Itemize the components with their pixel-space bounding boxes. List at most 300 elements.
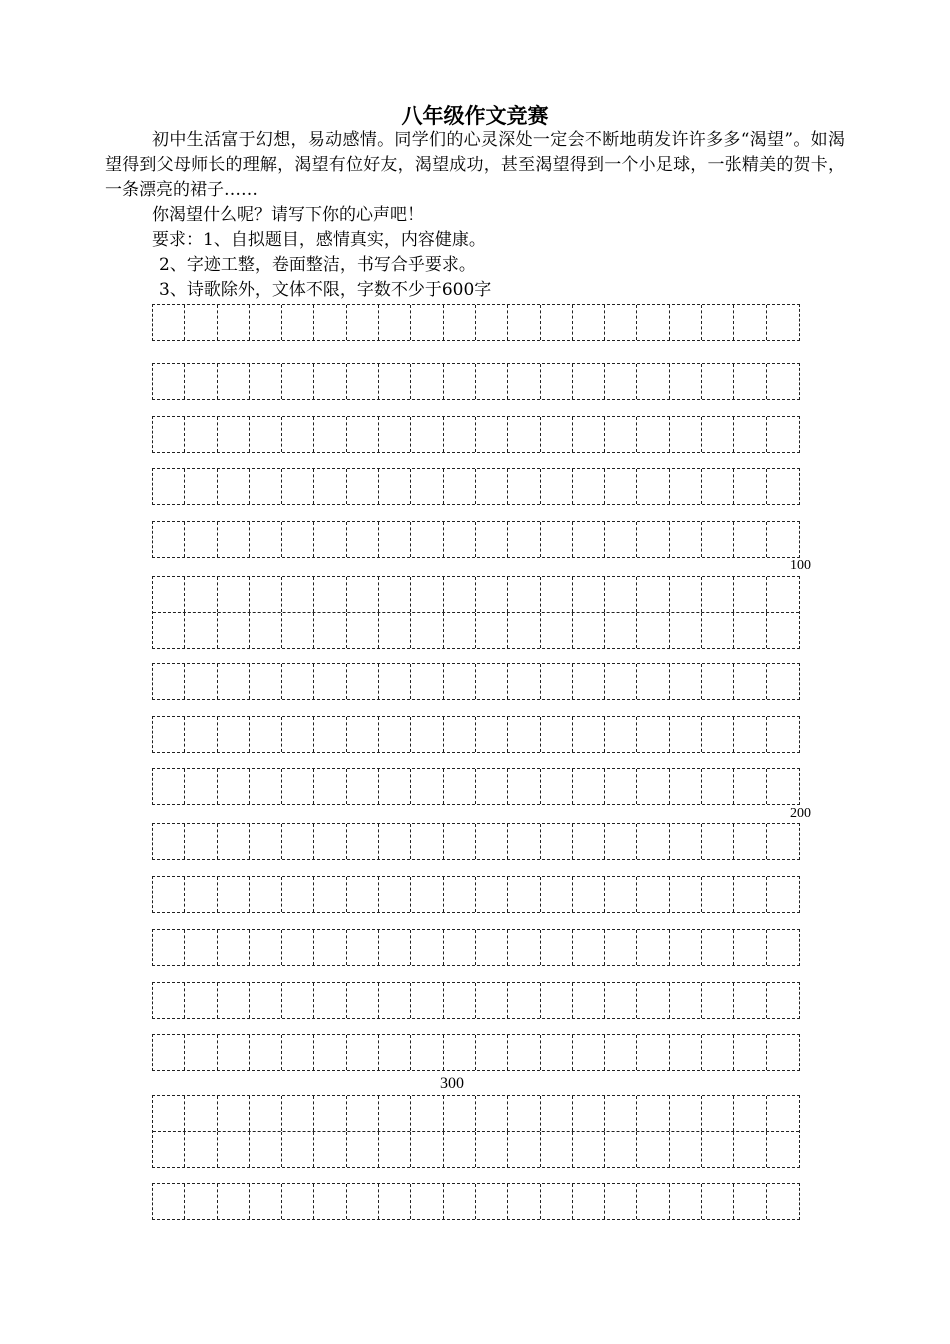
grid-cell[interactable] (670, 1132, 702, 1167)
grid-cell[interactable] (379, 469, 411, 504)
grid-cell[interactable] (185, 305, 217, 340)
grid-cell[interactable] (282, 1184, 314, 1219)
grid-cell[interactable] (185, 469, 217, 504)
grid-cell[interactable] (476, 577, 508, 612)
grid-cell[interactable] (767, 769, 799, 804)
grid-cell[interactable] (444, 877, 476, 912)
grid-cell[interactable] (250, 824, 282, 859)
grid-cell[interactable] (605, 1035, 637, 1070)
grid-cell[interactable] (734, 577, 766, 612)
grid-cell[interactable] (314, 930, 346, 965)
grid-cell[interactable] (476, 983, 508, 1018)
grid-cell[interactable] (185, 983, 217, 1018)
grid-cell[interactable] (541, 305, 573, 340)
grid-cell[interactable] (379, 522, 411, 557)
grid-cell[interactable] (670, 983, 702, 1018)
grid-cell[interactable] (250, 305, 282, 340)
grid-cell[interactable] (153, 983, 185, 1018)
grid-cell[interactable] (573, 824, 605, 859)
grid-cell[interactable] (702, 364, 734, 399)
grid-cell[interactable] (573, 469, 605, 504)
grid-cell[interactable] (444, 577, 476, 612)
grid-cell[interactable] (379, 305, 411, 340)
grid-cell[interactable] (508, 930, 540, 965)
grid-cell[interactable] (541, 364, 573, 399)
grid-cell[interactable] (637, 877, 669, 912)
grid-cell[interactable] (476, 522, 508, 557)
grid-cell[interactable] (444, 613, 476, 648)
grid-cell[interactable] (573, 983, 605, 1018)
grid-cell[interactable] (218, 1096, 250, 1131)
grid-cell[interactable] (605, 983, 637, 1018)
grid-cell[interactable] (347, 664, 379, 699)
grid-cell[interactable] (508, 613, 540, 648)
grid-cell[interactable] (734, 1184, 766, 1219)
grid-cell[interactable] (734, 664, 766, 699)
grid-cell[interactable] (250, 1184, 282, 1219)
grid-cell[interactable] (379, 1184, 411, 1219)
grid-cell[interactable] (702, 717, 734, 752)
grid-cell[interactable] (347, 1184, 379, 1219)
grid-cell[interactable] (637, 1132, 669, 1167)
grid-cell[interactable] (218, 1035, 250, 1070)
grid-cell[interactable] (734, 522, 766, 557)
grid-cell[interactable] (508, 1035, 540, 1070)
grid-cell[interactable] (347, 469, 379, 504)
grid-cell[interactable] (347, 613, 379, 648)
grid-cell[interactable] (444, 469, 476, 504)
grid-cell[interactable] (153, 1184, 185, 1219)
grid-cell[interactable] (734, 364, 766, 399)
grid-cell[interactable] (153, 1035, 185, 1070)
grid-cell[interactable] (250, 1096, 282, 1131)
grid-cell[interactable] (670, 930, 702, 965)
grid-cell[interactable] (379, 417, 411, 452)
grid-cell[interactable] (605, 305, 637, 340)
grid-cell[interactable] (767, 930, 799, 965)
grid-cell[interactable] (185, 577, 217, 612)
grid-cell[interactable] (476, 664, 508, 699)
grid-cell[interactable] (314, 769, 346, 804)
grid-cell[interactable] (605, 364, 637, 399)
grid-cell[interactable] (702, 1132, 734, 1167)
grid-cell[interactable] (605, 664, 637, 699)
grid-cell[interactable] (218, 824, 250, 859)
grid-cell[interactable] (250, 717, 282, 752)
grid-cell[interactable] (476, 930, 508, 965)
grid-cell[interactable] (476, 1132, 508, 1167)
grid-cell[interactable] (282, 664, 314, 699)
grid-cell[interactable] (605, 717, 637, 752)
grid-cell[interactable] (347, 983, 379, 1018)
grid-cell[interactable] (670, 769, 702, 804)
grid-cell[interactable] (185, 613, 217, 648)
grid-cell[interactable] (153, 613, 185, 648)
grid-cell[interactable] (637, 1035, 669, 1070)
grid-cell[interactable] (508, 1132, 540, 1167)
grid-cell[interactable] (250, 983, 282, 1018)
grid-cell[interactable] (411, 305, 443, 340)
grid-cell[interactable] (282, 1096, 314, 1131)
grid-cell[interactable] (218, 613, 250, 648)
grid-cell[interactable] (444, 417, 476, 452)
grid-cell[interactable] (605, 613, 637, 648)
grid-cell[interactable] (314, 1096, 346, 1131)
grid-cell[interactable] (637, 522, 669, 557)
grid-cell[interactable] (185, 930, 217, 965)
grid-cell[interactable] (379, 983, 411, 1018)
grid-cell[interactable] (411, 364, 443, 399)
grid-cell[interactable] (379, 664, 411, 699)
grid-cell[interactable] (347, 522, 379, 557)
grid-cell[interactable] (637, 769, 669, 804)
grid-cell[interactable] (379, 1035, 411, 1070)
grid-cell[interactable] (734, 877, 766, 912)
grid-cell[interactable] (670, 824, 702, 859)
grid-cell[interactable] (153, 364, 185, 399)
grid-cell[interactable] (702, 664, 734, 699)
grid-cell[interactable] (218, 877, 250, 912)
grid-cell[interactable] (767, 983, 799, 1018)
grid-cell[interactable] (573, 522, 605, 557)
grid-cell[interactable] (767, 577, 799, 612)
grid-cell[interactable] (734, 769, 766, 804)
grid-cell[interactable] (379, 769, 411, 804)
grid-cell[interactable] (153, 717, 185, 752)
grid-cell[interactable] (702, 469, 734, 504)
grid-cell[interactable] (605, 1096, 637, 1131)
grid-cell[interactable] (541, 717, 573, 752)
grid-cell[interactable] (314, 983, 346, 1018)
grid-cell[interactable] (314, 417, 346, 452)
grid-cell[interactable] (282, 983, 314, 1018)
grid-cell[interactable] (702, 1035, 734, 1070)
grid-cell[interactable] (314, 469, 346, 504)
grid-cell[interactable] (702, 1184, 734, 1219)
grid-cell[interactable] (314, 305, 346, 340)
grid-cell[interactable] (476, 364, 508, 399)
grid-cell[interactable] (637, 417, 669, 452)
grid-cell[interactable] (282, 577, 314, 612)
grid-cell[interactable] (702, 930, 734, 965)
grid-cell[interactable] (734, 417, 766, 452)
grid-cell[interactable] (508, 664, 540, 699)
grid-cell[interactable] (347, 877, 379, 912)
grid-cell[interactable] (734, 930, 766, 965)
grid-cell[interactable] (185, 877, 217, 912)
grid-cell[interactable] (637, 577, 669, 612)
grid-cell[interactable] (767, 1035, 799, 1070)
grid-cell[interactable] (702, 522, 734, 557)
grid-cell[interactable] (541, 522, 573, 557)
grid-cell[interactable] (314, 824, 346, 859)
grid-cell[interactable] (734, 983, 766, 1018)
grid-cell[interactable] (670, 717, 702, 752)
grid-cell[interactable] (573, 305, 605, 340)
grid-cell[interactable] (379, 824, 411, 859)
grid-cell[interactable] (508, 577, 540, 612)
grid-cell[interactable] (637, 1184, 669, 1219)
grid-cell[interactable] (476, 824, 508, 859)
grid-cell[interactable] (411, 824, 443, 859)
grid-cell[interactable] (605, 522, 637, 557)
grid-cell[interactable] (767, 1184, 799, 1219)
grid-cell[interactable] (411, 1096, 443, 1131)
grid-cell[interactable] (541, 1184, 573, 1219)
grid-cell[interactable] (541, 877, 573, 912)
grid-cell[interactable] (282, 305, 314, 340)
grid-cell[interactable] (476, 469, 508, 504)
grid-cell[interactable] (508, 1184, 540, 1219)
grid-cell[interactable] (508, 364, 540, 399)
grid-cell[interactable] (250, 930, 282, 965)
grid-cell[interactable] (185, 824, 217, 859)
grid-cell[interactable] (218, 522, 250, 557)
grid-cell[interactable] (347, 824, 379, 859)
grid-cell[interactable] (508, 769, 540, 804)
grid-cell[interactable] (411, 717, 443, 752)
grid-cell[interactable] (444, 930, 476, 965)
grid-cell[interactable] (153, 930, 185, 965)
grid-cell[interactable] (379, 1132, 411, 1167)
grid-cell[interactable] (573, 417, 605, 452)
grid-cell[interactable] (347, 1132, 379, 1167)
grid-cell[interactable] (734, 717, 766, 752)
grid-cell[interactable] (282, 1132, 314, 1167)
grid-cell[interactable] (637, 930, 669, 965)
grid-cell[interactable] (444, 305, 476, 340)
grid-cell[interactable] (185, 1096, 217, 1131)
grid-cell[interactable] (314, 522, 346, 557)
grid-cell[interactable] (444, 769, 476, 804)
grid-cell[interactable] (185, 769, 217, 804)
grid-cell[interactable] (702, 577, 734, 612)
grid-cell[interactable] (153, 469, 185, 504)
grid-cell[interactable] (282, 769, 314, 804)
grid-cell[interactable] (411, 877, 443, 912)
grid-cell[interactable] (218, 305, 250, 340)
grid-cell[interactable] (670, 364, 702, 399)
grid-cell[interactable] (218, 417, 250, 452)
grid-cell[interactable] (314, 577, 346, 612)
grid-cell[interactable] (250, 577, 282, 612)
grid-cell[interactable] (734, 469, 766, 504)
grid-cell[interactable] (541, 1035, 573, 1070)
grid-cell[interactable] (250, 1132, 282, 1167)
grid-cell[interactable] (508, 469, 540, 504)
grid-cell[interactable] (476, 613, 508, 648)
grid-cell[interactable] (476, 877, 508, 912)
grid-cell[interactable] (185, 1132, 217, 1167)
grid-cell[interactable] (670, 664, 702, 699)
grid-cell[interactable] (767, 469, 799, 504)
grid-cell[interactable] (347, 769, 379, 804)
grid-cell[interactable] (379, 877, 411, 912)
grid-cell[interactable] (185, 664, 217, 699)
grid-cell[interactable] (153, 1132, 185, 1167)
grid-cell[interactable] (379, 717, 411, 752)
grid-cell[interactable] (702, 824, 734, 859)
grid-cell[interactable] (444, 1184, 476, 1219)
grid-cell[interactable] (476, 1096, 508, 1131)
grid-cell[interactable] (541, 613, 573, 648)
grid-cell[interactable] (250, 469, 282, 504)
grid-cell[interactable] (541, 664, 573, 699)
grid-cell[interactable] (767, 364, 799, 399)
grid-cell[interactable] (637, 1096, 669, 1131)
grid-cell[interactable] (734, 824, 766, 859)
grid-cell[interactable] (250, 613, 282, 648)
grid-cell[interactable] (185, 417, 217, 452)
grid-cell[interactable] (282, 613, 314, 648)
grid-cell[interactable] (476, 1184, 508, 1219)
grid-cell[interactable] (250, 364, 282, 399)
grid-cell[interactable] (541, 824, 573, 859)
grid-cell[interactable] (218, 664, 250, 699)
grid-cell[interactable] (411, 664, 443, 699)
grid-cell[interactable] (444, 1132, 476, 1167)
grid-cell[interactable] (250, 522, 282, 557)
grid-cell[interactable] (411, 417, 443, 452)
grid-cell[interactable] (314, 717, 346, 752)
grid-cell[interactable] (347, 717, 379, 752)
grid-cell[interactable] (508, 1096, 540, 1131)
grid-cell[interactable] (508, 824, 540, 859)
grid-cell[interactable] (541, 577, 573, 612)
grid-cell[interactable] (702, 877, 734, 912)
grid-cell[interactable] (767, 1132, 799, 1167)
grid-cell[interactable] (702, 417, 734, 452)
grid-cell[interactable] (573, 613, 605, 648)
grid-cell[interactable] (218, 577, 250, 612)
grid-cell[interactable] (637, 305, 669, 340)
grid-cell[interactable] (411, 522, 443, 557)
grid-cell[interactable] (411, 1035, 443, 1070)
grid-cell[interactable] (411, 577, 443, 612)
grid-cell[interactable] (637, 824, 669, 859)
grid-cell[interactable] (218, 364, 250, 399)
grid-cell[interactable] (444, 364, 476, 399)
grid-cell[interactable] (218, 983, 250, 1018)
grid-cell[interactable] (767, 613, 799, 648)
grid-cell[interactable] (250, 877, 282, 912)
grid-cell[interactable] (314, 364, 346, 399)
grid-cell[interactable] (508, 305, 540, 340)
grid-cell[interactable] (444, 983, 476, 1018)
grid-cell[interactable] (508, 983, 540, 1018)
grid-cell[interactable] (347, 305, 379, 340)
grid-cell[interactable] (767, 305, 799, 340)
grid-cell[interactable] (573, 1132, 605, 1167)
grid-cell[interactable] (702, 983, 734, 1018)
grid-cell[interactable] (605, 877, 637, 912)
grid-cell[interactable] (153, 664, 185, 699)
grid-cell[interactable] (411, 983, 443, 1018)
grid-cell[interactable] (218, 1184, 250, 1219)
grid-cell[interactable] (702, 613, 734, 648)
grid-cell[interactable] (734, 305, 766, 340)
grid-cell[interactable] (734, 1035, 766, 1070)
grid-cell[interactable] (573, 577, 605, 612)
grid-cell[interactable] (670, 522, 702, 557)
grid-cell[interactable] (185, 1184, 217, 1219)
grid-cell[interactable] (702, 305, 734, 340)
grid-cell[interactable] (767, 877, 799, 912)
grid-cell[interactable] (637, 613, 669, 648)
grid-cell[interactable] (444, 824, 476, 859)
grid-cell[interactable] (250, 664, 282, 699)
grid-cell[interactable] (702, 769, 734, 804)
grid-cell[interactable] (218, 717, 250, 752)
grid-cell[interactable] (153, 577, 185, 612)
grid-cell[interactable] (282, 877, 314, 912)
grid-cell[interactable] (282, 824, 314, 859)
grid-cell[interactable] (314, 664, 346, 699)
grid-cell[interactable] (444, 1035, 476, 1070)
grid-cell[interactable] (670, 469, 702, 504)
grid-cell[interactable] (637, 664, 669, 699)
grid-cell[interactable] (411, 469, 443, 504)
grid-cell[interactable] (670, 613, 702, 648)
grid-cell[interactable] (476, 305, 508, 340)
grid-cell[interactable] (734, 613, 766, 648)
grid-cell[interactable] (347, 930, 379, 965)
grid-cell[interactable] (282, 717, 314, 752)
grid-cell[interactable] (347, 577, 379, 612)
grid-cell[interactable] (444, 717, 476, 752)
grid-cell[interactable] (185, 717, 217, 752)
grid-cell[interactable] (411, 1184, 443, 1219)
grid-cell[interactable] (637, 983, 669, 1018)
grid-cell[interactable] (314, 1132, 346, 1167)
grid-cell[interactable] (282, 469, 314, 504)
grid-cell[interactable] (476, 769, 508, 804)
grid-cell[interactable] (605, 1132, 637, 1167)
grid-cell[interactable] (670, 877, 702, 912)
grid-cell[interactable] (670, 1184, 702, 1219)
grid-cell[interactable] (218, 469, 250, 504)
grid-cell[interactable] (218, 769, 250, 804)
grid-cell[interactable] (379, 930, 411, 965)
grid-cell[interactable] (670, 1035, 702, 1070)
grid-cell[interactable] (282, 417, 314, 452)
grid-cell[interactable] (767, 664, 799, 699)
grid-cell[interactable] (314, 1035, 346, 1070)
grid-cell[interactable] (444, 664, 476, 699)
grid-cell[interactable] (573, 1184, 605, 1219)
grid-cell[interactable] (379, 577, 411, 612)
grid-cell[interactable] (605, 824, 637, 859)
grid-cell[interactable] (153, 417, 185, 452)
grid-cell[interactable] (541, 1096, 573, 1131)
grid-cell[interactable] (734, 1096, 766, 1131)
grid-cell[interactable] (605, 577, 637, 612)
grid-cell[interactable] (411, 1132, 443, 1167)
grid-cell[interactable] (250, 769, 282, 804)
grid-cell[interactable] (379, 613, 411, 648)
grid-cell[interactable] (250, 417, 282, 452)
grid-cell[interactable] (767, 1096, 799, 1131)
grid-cell[interactable] (185, 522, 217, 557)
grid-cell[interactable] (637, 717, 669, 752)
grid-cell[interactable] (767, 717, 799, 752)
grid-cell[interactable] (541, 469, 573, 504)
grid-cell[interactable] (153, 769, 185, 804)
grid-cell[interactable] (573, 930, 605, 965)
grid-cell[interactable] (637, 469, 669, 504)
grid-cell[interactable] (282, 930, 314, 965)
grid-cell[interactable] (218, 1132, 250, 1167)
